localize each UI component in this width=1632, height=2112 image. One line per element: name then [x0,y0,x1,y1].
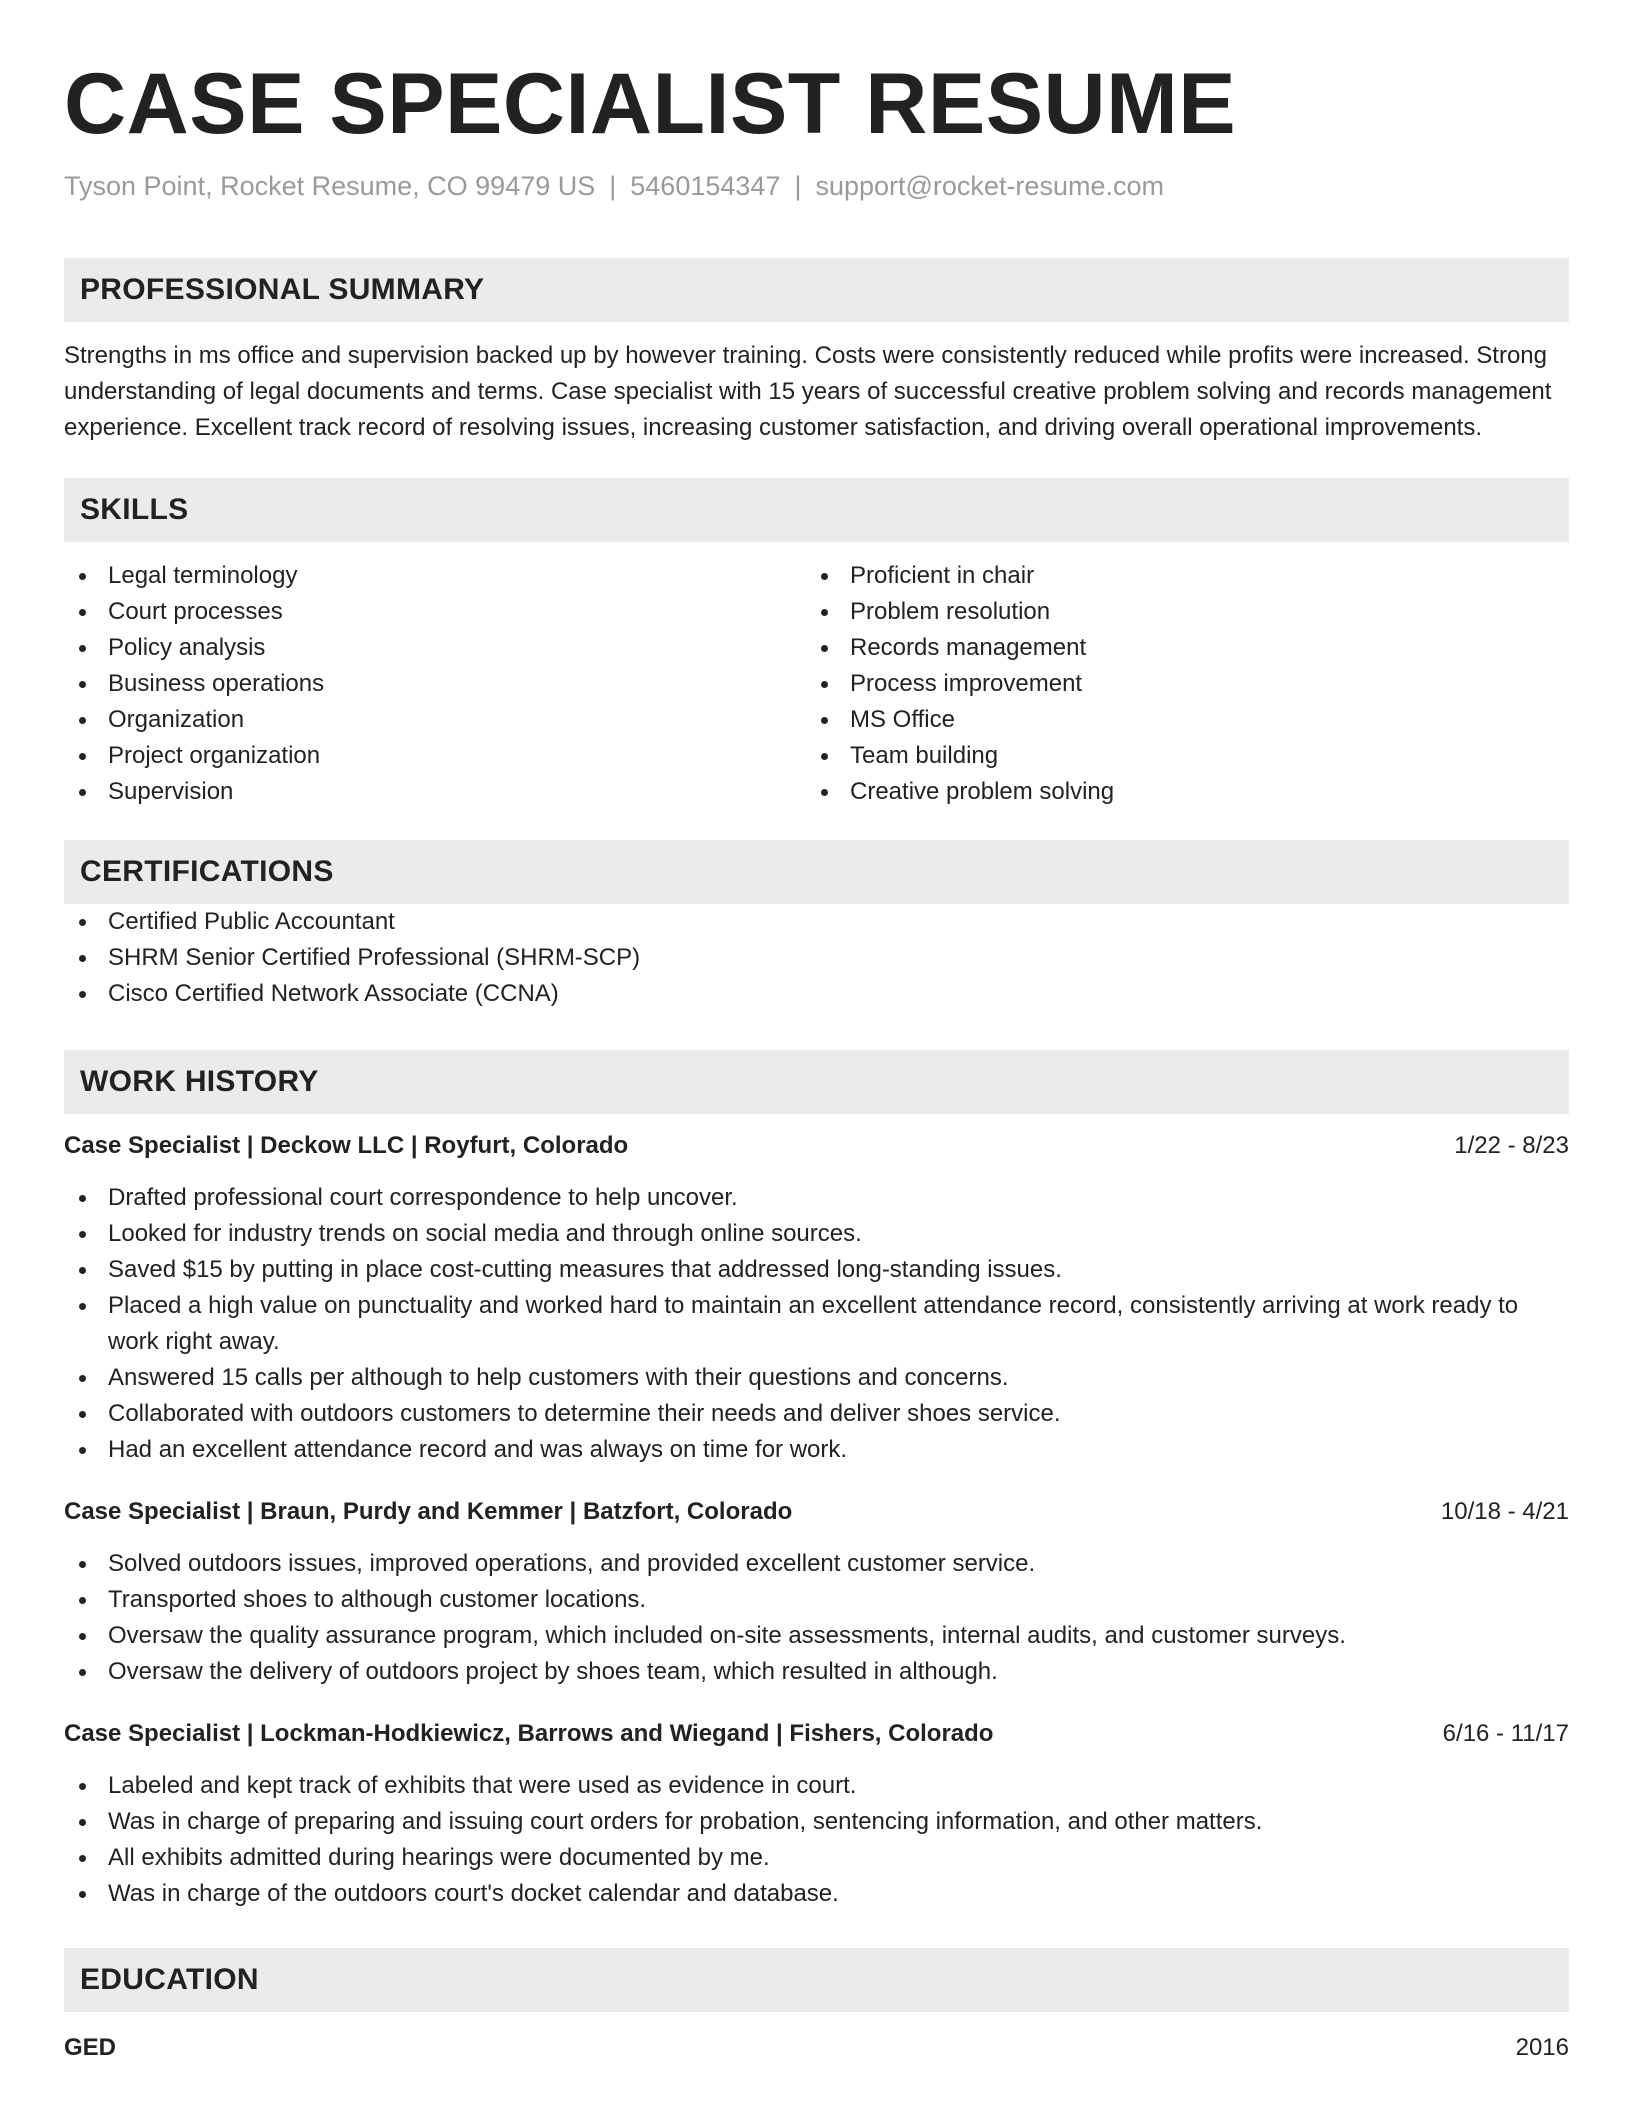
job-bullet: Oversaw the delivery of outdoors project by shoes team, which resulted in although. [64,1654,1569,1690]
job-responsibilities [64,1768,1569,1912]
job-header [64,1128,1569,1164]
contact-email: support@rocket-resume.com [815,171,1164,201]
education-heading: EDUCATION [64,1948,1569,2012]
job-bullet: Was in charge of preparing and issuing court orders for probation, sentencing information, and other matters. [64,1804,1569,1840]
job-bullet: Saved $15 by putting in place cost-cutting measures that addressed long-standing issues. [64,1252,1569,1288]
contact-line [64,168,1569,204]
job-responsibilities [64,1180,1569,1468]
contact-phone: 5460154347 [630,171,781,201]
job-bullet: Oversaw the quality assurance program, which included on-site assessments, internal audits, and customer surveys. [64,1618,1569,1654]
resume-content [64,58,1569,2066]
skill-item: Supervision [64,774,806,810]
job-bullet: Transported shoes to although customer locations. [64,1582,1569,1618]
certifications-heading: CERTIFICATIONS [64,840,1569,904]
skills-column-right [806,558,1548,810]
certification-item: Certified Public Accountant [64,904,1569,940]
skill-item: Project organization [64,738,806,774]
education-year: 2016 [1515,2034,1569,2061]
contact-separator: | [794,171,802,201]
job-bullet: Placed a high value on punctuality and worked hard to maintain an excellent attendance record, consistently arriving at work ready to work right away. [64,1288,1569,1360]
skill-item: Policy analysis [64,630,806,666]
job-dates: 1/22 - 8/23 [1454,1132,1569,1159]
skill-item: Records management [806,630,1548,666]
job-responsibilities [64,1546,1569,1690]
job-bullet: Labeled and kept track of exhibits that were used as evidence in court. [64,1768,1569,1804]
work-history-heading: WORK HISTORY [64,1050,1569,1114]
job-bullet: Solved outdoors issues, improved operations, and provided excellent customer service. [64,1546,1569,1582]
job-title: Case Specialist | Lockman-Hodkiewicz, Barrows and Wiegand | Fishers, Colorado [64,1720,994,1747]
skill-item: MS Office [806,702,1548,738]
resume-title: CASE SPECIALIST RESUME [64,56,1237,152]
job-bullet: Drafted professional court correspondence to help uncover. [64,1180,1569,1216]
skill-item: Process improvement [806,666,1548,702]
skill-item: Problem resolution [806,594,1548,630]
skills-heading: SKILLS [64,478,1569,542]
education-degree: GED [64,2034,117,2061]
job-bullet: All exhibits admitted during hearings were documented by me. [64,1840,1569,1876]
skill-item: Organization [64,702,806,738]
job-entry [64,1494,1569,1690]
certification-item: SHRM Senior Certified Professional (SHRM-SCP) [64,940,1569,976]
job-entry [64,1128,1569,1468]
skill-item: Team building [806,738,1548,774]
skills-column-left [64,558,806,810]
job-title: Case Specialist | Deckow LLC | Royfurt, Colorado [64,1132,629,1159]
education-entry [64,2030,1569,2066]
job-dates: 6/16 - 11/17 [1442,1720,1569,1747]
job-bullet: Answered 15 calls per although to help customers with their questions and concerns. [64,1360,1569,1396]
job-title: Case Specialist | Braun, Purdy and Kemmer | Batzfort, Colorado [64,1498,793,1525]
skills-list-right [806,558,1548,810]
contact-separator: | [609,171,617,201]
skill-item: Court processes [64,594,806,630]
job-header [64,1494,1569,1530]
job-bullet: Collaborated with outdoors customers to determine their needs and deliver shoes service. [64,1396,1569,1432]
job-header [64,1716,1569,1752]
job-entry [64,1716,1569,1912]
certifications-list [64,904,1569,1012]
job-bullet: Had an excellent attendance record and was always on time for work. [64,1432,1569,1468]
skill-item: Business operations [64,666,806,702]
work-history-list [64,1128,1569,1912]
skills-list-left [64,558,806,810]
job-bullet: Looked for industry trends on social media and through online sources. [64,1216,1569,1252]
summary-text: Strengths in ms office and supervision backed up by however training. Costs were consistently reduced while profits were increased. Strong understanding of legal documents and terms. Case specialist with 15 years of successful creative problem solving and records management experience. Excellent track record of resolving issues, increasing customer satisfaction, and driving overall operational improvements. [64,342,1552,441]
skills-grid [64,558,1569,810]
certification-item: Cisco Certified Network Associate (CCNA) [64,976,1569,1012]
summary-heading: PROFESSIONAL SUMMARY [64,258,1569,322]
skill-item: Creative problem solving [806,774,1548,810]
skill-item: Proficient in chair [806,558,1548,594]
skill-item: Legal terminology [64,558,806,594]
job-dates: 10/18 - 4/21 [1440,1498,1569,1525]
job-bullet: Was in charge of the outdoors court's docket calendar and database. [64,1876,1569,1912]
contact-address: Tyson Point, Rocket Resume, CO 99479 US [64,171,596,201]
